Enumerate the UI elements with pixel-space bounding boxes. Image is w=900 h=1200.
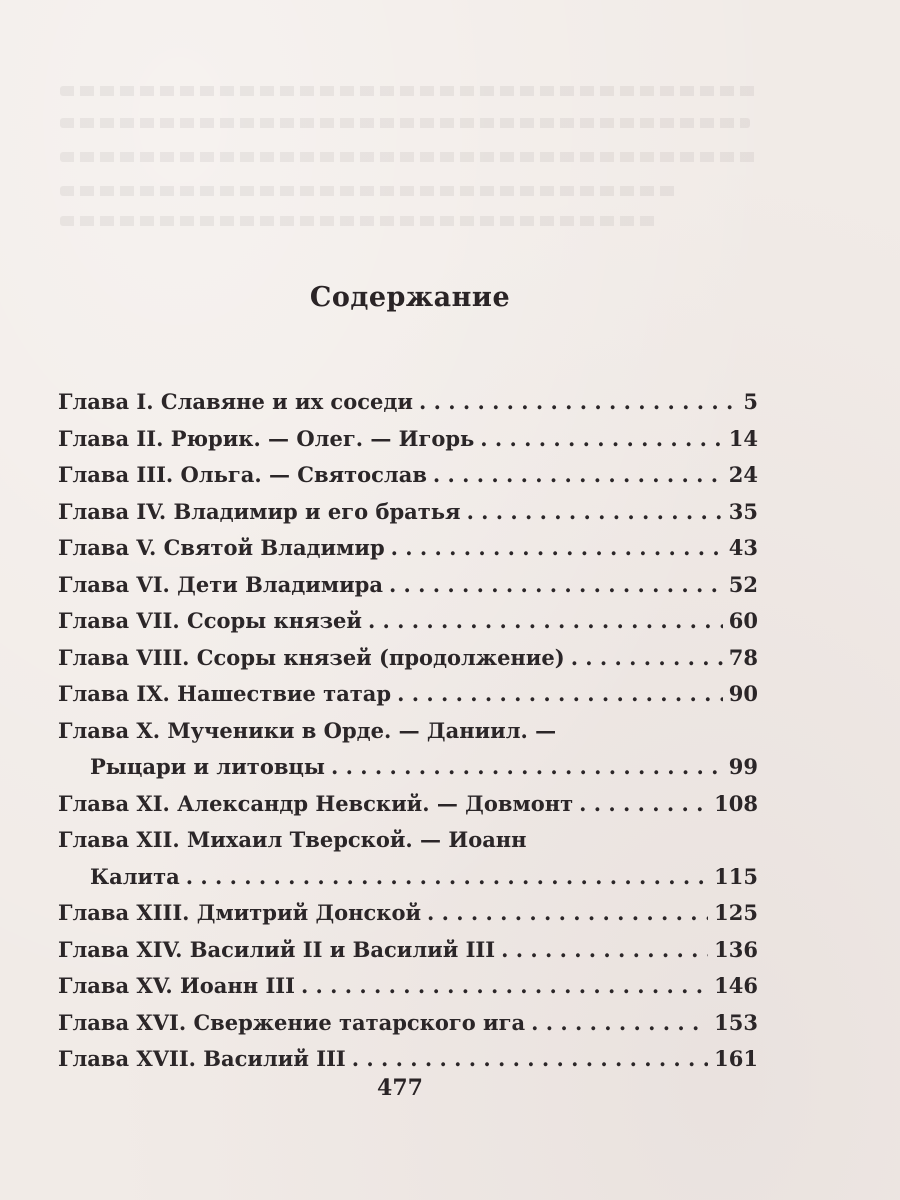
toc-entry[interactable] [58, 494, 758, 531]
toc-entry-label: Глава XVI. Свержение татарского ига [58, 1009, 526, 1035]
dot-leader [427, 895, 708, 932]
toc-entry-label-continued: Калита [90, 863, 180, 889]
toc-entry-label: Глава IX. Нашествие татар [58, 681, 392, 706]
toc-entry-label: Глава V. Святой Владимир [58, 535, 385, 560]
dot-leader [186, 859, 708, 896]
show-through-line [60, 86, 760, 96]
toc-entry-label: Глава XVII. Василий III [58, 1046, 346, 1071]
toc-entry-label: Глава VII. Ссоры князей [58, 608, 362, 633]
dot-leader [368, 603, 723, 640]
toc-entry[interactable] [58, 640, 758, 677]
dot-leader [331, 749, 723, 786]
toc-entry-label: Глава XV. Иоанн III [58, 973, 295, 998]
toc-entry-page: 60 [728, 608, 758, 633]
toc-entry[interactable] [58, 457, 758, 494]
toc-entry-page: 90 [728, 681, 758, 706]
toc-entry[interactable] [58, 1041, 758, 1078]
toc-entry[interactable] [58, 859, 758, 896]
toc-entry[interactable] [58, 530, 758, 567]
show-through-line [60, 118, 750, 128]
toc-entry[interactable] [58, 567, 758, 604]
dot-leader [467, 494, 723, 531]
toc-entry-page: 153 [714, 1009, 758, 1035]
toc-entry-page: 35 [728, 498, 758, 524]
toc-entry-page: 115 [714, 863, 758, 889]
toc-entry[interactable] [58, 421, 758, 458]
dot-leader [389, 567, 723, 604]
dot-leader [579, 786, 708, 823]
toc-entry-label: Глава IV. Владимир и его братья [58, 498, 461, 524]
toc-entry-page: 5 [743, 389, 758, 414]
toc-entry-page: 14 [728, 425, 758, 451]
toc-entry-page: 136 [714, 936, 758, 962]
dot-leader [397, 676, 723, 713]
toc-entry[interactable] [58, 676, 758, 713]
toc-entry[interactable] [58, 932, 758, 969]
toc-entry-page: 146 [714, 973, 758, 998]
dot-leader [571, 640, 723, 677]
toc-entry-page: 99 [728, 754, 758, 779]
table-of-contents [58, 384, 758, 1078]
toc-entry-page: 24 [728, 462, 758, 487]
toc-entry[interactable] [58, 603, 758, 640]
toc-entry[interactable] [58, 895, 758, 932]
toc-entry[interactable] [58, 1005, 758, 1042]
page-title: Содержание [309, 282, 511, 313]
toc-entry[interactable] [58, 749, 758, 786]
page-number: 477 [377, 1075, 423, 1101]
toc-entry-label: Глава XI. Александр Невский. — Довмонт [58, 790, 574, 816]
dot-leader [480, 421, 722, 458]
dot-leader [391, 530, 723, 567]
dot-leader [433, 457, 723, 494]
toc-entry-label: Глава XIV. Василий II и Василий III [58, 936, 496, 962]
dot-leader [531, 1005, 708, 1042]
toc-entry-label: Глава II. Рюрик. — Олег. — Игорь [58, 425, 475, 451]
show-through-line [60, 186, 680, 196]
show-through-line [60, 216, 660, 226]
toc-entry-page: 161 [714, 1046, 758, 1071]
toc-entry-page: 108 [714, 790, 758, 816]
toc-entry-page: 78 [728, 644, 758, 670]
toc-entry-label: Глава VIII. Ссоры князей (продолжение) [58, 644, 565, 670]
toc-entry[interactable] [58, 968, 758, 1005]
toc-entry-page: 125 [714, 900, 758, 925]
dot-leader [301, 968, 708, 1005]
toc-entry-label: Глава X. Мученики в Орде. — Даниил. — [58, 717, 557, 743]
toc-entry-label-continued: Рыцари и литовцы [90, 754, 325, 779]
toc-entry-label: Глава XIII. Дмитрий Донской [58, 900, 422, 925]
toc-entry[interactable] [58, 786, 758, 823]
toc-entry-page: 52 [728, 571, 758, 597]
toc-entry-label: Глава I. Славяне и их соседи [58, 389, 413, 414]
toc-entry-page: 43 [728, 535, 758, 560]
dot-leader [501, 932, 708, 969]
toc-entry[interactable] [58, 384, 758, 421]
toc-entry-label: Глава III. Ольга. — Святослав [58, 462, 427, 487]
dot-leader [352, 1041, 708, 1078]
toc-entry-label: Глава VI. Дети Владимира [58, 571, 383, 597]
toc-entry-label: Глава XII. Михаил Тверской. — Иоанн [58, 827, 527, 852]
show-through-line [60, 152, 760, 162]
dot-leader [419, 384, 732, 421]
